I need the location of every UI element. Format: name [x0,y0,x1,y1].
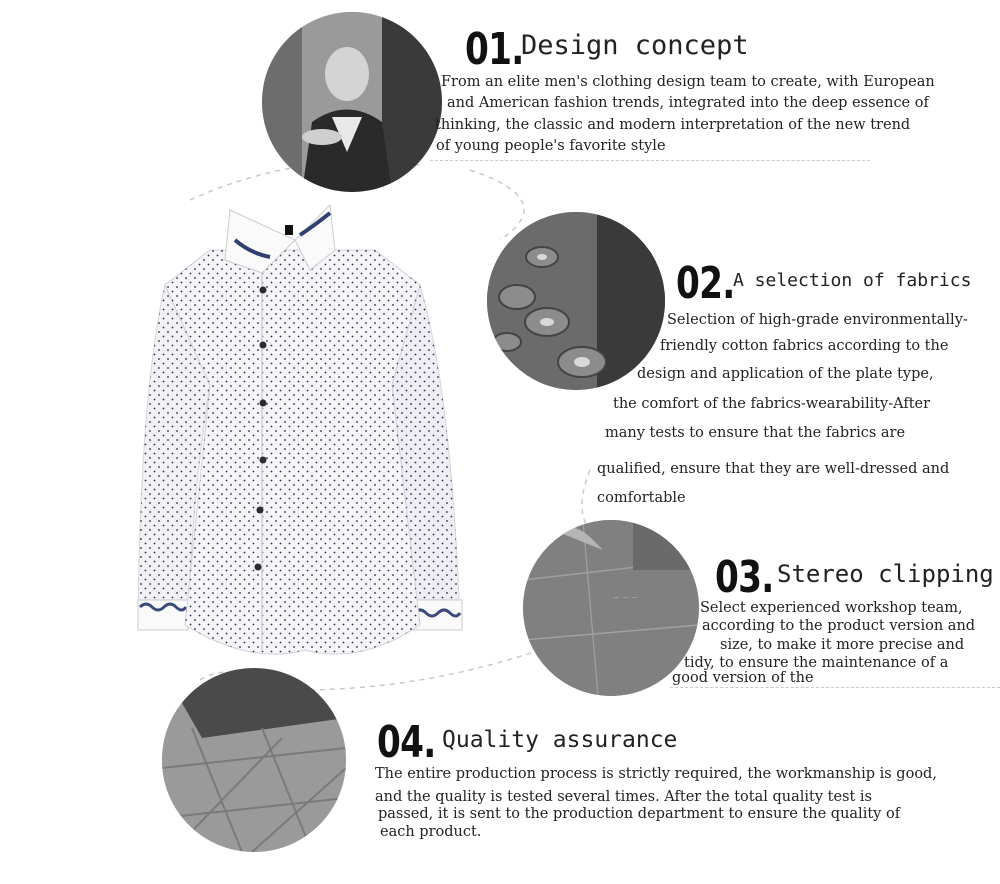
thread-spools-photo [487,212,665,390]
section-03-number: 03. [715,552,774,603]
section-01-text-line: From an elite men's clothing design team to create, with European [441,74,935,90]
divider-03 [670,687,1000,688]
fabric-inspection-photo [162,668,346,852]
designer-photo [262,12,442,192]
section-04-text-line: The entire production process is strictly required, the workmanship is good, [375,766,937,782]
section-02-text-line: qualified, ensure that they are well-dressed and [597,461,950,477]
section-04-number: 04. [377,717,436,768]
white-polka-dot-shirt [130,195,475,675]
section-04-text-line: each product. [380,824,482,840]
section-04-text-line: passed, it is sent to the production department to ensure the quality of [378,806,901,822]
section-04-title: Quality assurance [442,727,678,753]
section-02-text-line: friendly cotton fabrics according to the [660,338,949,354]
section-03-text-line: tidy, to ensure the maintenance of a [684,655,949,671]
section-01-text-line: and American fashion trends, integrated into the deep essence of [447,95,929,111]
section-01-text-line: thinking, the classic and modern interpretation of the new trend [435,117,911,133]
svg-text:~ ~ ~: ~ ~ ~ [613,593,639,602]
section-02-number: 02. [676,258,735,309]
section-01-title: Design concept [521,30,749,61]
section-02-title: A selection of fabrics [733,270,972,291]
section-02-text-line: design and application of the plate type, [637,366,934,382]
designer-silhouette-icon [262,12,442,192]
section-03-title: Stereo clipping [777,560,994,588]
section-01-number: 01. [465,24,524,75]
section-04-text-line: and the quality is tested several times. After the total quality test is [375,789,873,805]
section-03-text-line: size, to make it more precise and [720,637,965,653]
section-02-text-line: the comfort of the fabrics-wearability-After [613,396,931,412]
section-02-text-line: Selection of high-grade environmentally- [667,312,968,328]
divider-01 [430,160,870,161]
section-02-text-line: many tests to ensure that the fabrics are [605,425,906,441]
section-03-text-line: Select experienced workshop team, [700,600,963,616]
section-01-text-line: of young people's favorite style [436,138,666,154]
section-02-text-line: comfortable [597,490,686,506]
section-03-text-line: good version of the [672,670,814,686]
section-03-text-line: according to the product version and [702,618,976,634]
